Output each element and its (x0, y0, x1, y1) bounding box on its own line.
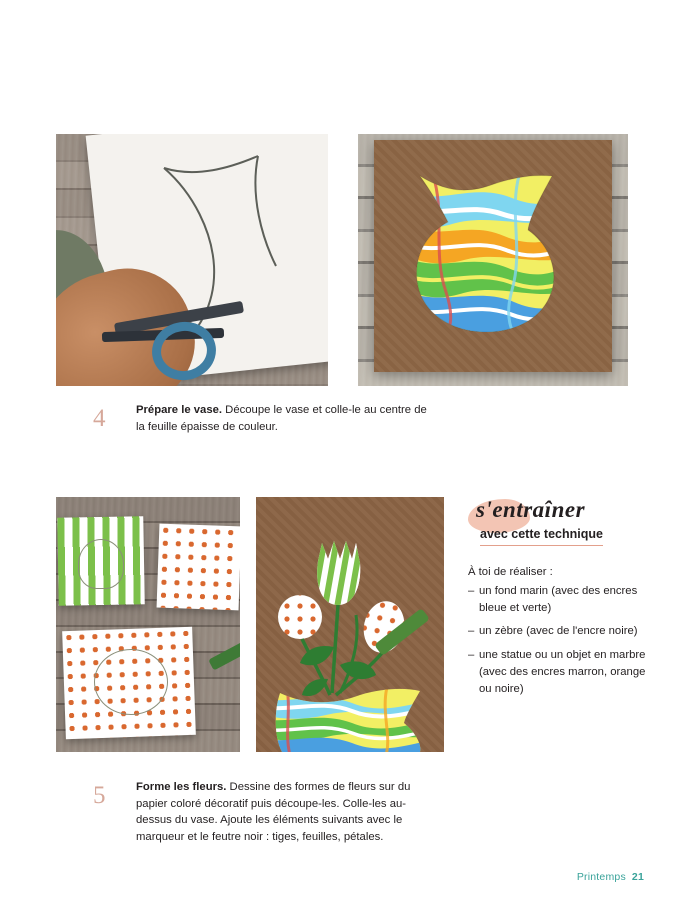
list-item: – une statue ou un objet en marbre (avec des encres marron, orange ou noire) (468, 647, 656, 698)
flower-pencil-outline (78, 539, 124, 589)
sidebar-practice-box (468, 497, 656, 704)
dotted-round-flower (278, 595, 322, 639)
marbled-vase (256, 683, 444, 752)
step-4-number: 4 (93, 405, 106, 432)
sidebar-intro: À toi de réaliser : (468, 566, 553, 578)
step-4-text (136, 402, 436, 435)
leaf (302, 679, 328, 696)
sidebar-subtitle: avec cette technique (480, 527, 603, 546)
flower-pencil-outline-large (94, 649, 168, 715)
sidebar-list (468, 583, 656, 698)
list-item: – un fond marin (avec des encres bleue et verte) (468, 583, 656, 617)
step-4-body: Découpe le vase et colle-le au centre de la feuille épaisse de couleur. (136, 404, 427, 433)
photo-row-step-4 (56, 134, 644, 386)
list-item: – un zèbre (avec de l'encre noire) (468, 623, 656, 640)
step-5-text (136, 779, 436, 846)
photo-marbled-vase-on-kraft (358, 134, 628, 386)
sidebar-body (468, 564, 656, 698)
photo-cutting-vase-template (56, 134, 328, 386)
dotted-paper-sheet-small (157, 524, 240, 611)
sidebar-title: s'entraîner (476, 497, 586, 522)
page-footer (577, 871, 644, 883)
step-4-title: Prépare le vase. (136, 404, 223, 416)
step-5-body: Dessine des formes de fleurs sur du papier coloré décoratif puis découpe-les. Colle-les au-dessus du vase. Ajoute les éléments suivants avec le marqueur et le feutre noir : tiges, feuilles, pétales. (136, 781, 411, 844)
footer-page-number: 21 (631, 871, 644, 883)
step-5-number: 5 (93, 782, 106, 809)
photo-finished-flower-card (256, 497, 444, 752)
photo-decorative-papers (56, 497, 240, 752)
photo-row-step-5 (56, 497, 444, 752)
striped-tulip (317, 541, 360, 605)
footer-section-label: Printemps (576, 871, 626, 883)
step-5-title: Forme les fleurs. (136, 781, 227, 793)
marbled-vase-shape-icon (412, 172, 560, 332)
